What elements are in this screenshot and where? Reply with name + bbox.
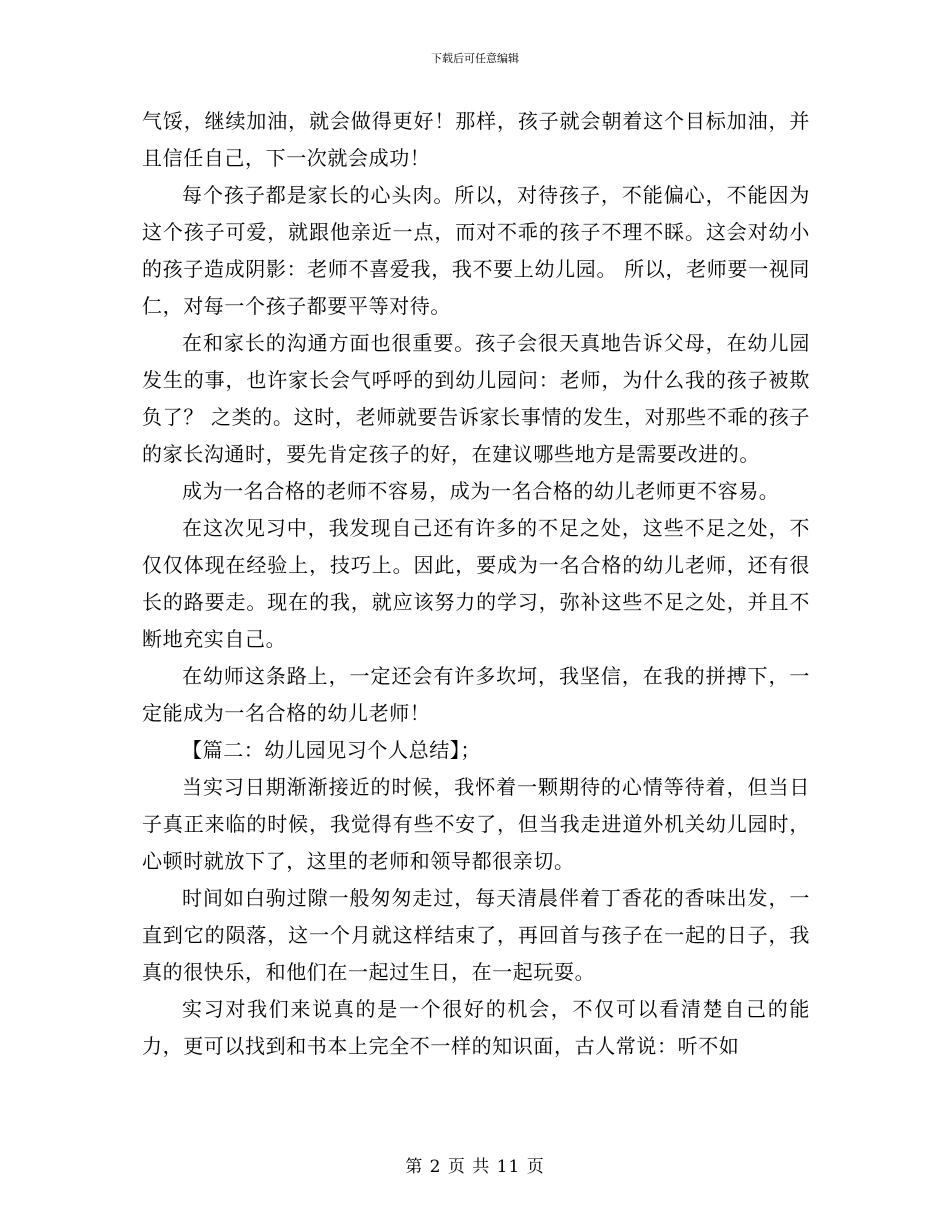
- paragraph-continuation: 气馁，继续加油，就会做得更好！那样，孩子就会朝着这个目标加油，并且信任自己，下一次就会成功！: [142, 109, 810, 170]
- page-header: 下载后可任意编辑: [431, 52, 519, 65]
- document-body: [142, 103, 810, 1065]
- paragraph: 时间如白驹过隙一般匆匆走过，每天清晨伴着丁香花的香味出发，一直到它的陨落，这一个月就这样结束了，再回首与孩子在一起的日子，我真的很快乐，和他们在一起过生日，在一起玩耍。: [142, 886, 810, 984]
- paragraph: 当实习日期渐渐接近的时候，我怀着一颗期待的心情等待着，但当日子真正来临的时候，我觉得有些不安了，但当我走进道外机关幼儿园时，心顿时就放下了，这里的老师和领导都很亲切。: [142, 775, 810, 873]
- section-heading: 【篇二：幼儿园见习个人总结】；: [182, 738, 481, 762]
- page-number-footer: 第 2 页 共 11 页: [405, 1157, 545, 1177]
- paragraph: 成为一名合格的老师不容易，成为一名合格的幼儿老师更不容易。: [182, 479, 780, 503]
- paragraph: 在和家长的沟通方面也很重要。孩子会很天真地告诉父母，在幼儿园发生的事，也许家长会气呼呼的到幼儿园问：老师，为什么我的孩子被欺负了？ 之类的。这时，老师就要告诉家长事情的发生，对那些不乖的孩子的家长沟通时，要先肯定孩子的好，在建议哪些地方是需要改进的。: [142, 331, 810, 466]
- paragraph: 在这次见习中，我发现自己还有许多的不足之处，这些不足之处，不仅仅体现在经验上，技巧上。因此，要成为一名合格的幼儿老师，还有很长的路要走。现在的我，就应该努力的学习，弥补这些不足之处，并且不断地充实自己。: [142, 516, 810, 651]
- paragraph: 实习对我们来说真的是一个很好的机会，不仅可以看清楚自己的能力，更可以找到和书本上完全不一样的知识面，古人常说：听不如: [142, 997, 810, 1058]
- paragraph: 在幼师这条路上，一定还会有许多坎坷，我坚信，在我的拼搏下，一定能成为一名合格的幼儿老师！: [142, 664, 810, 725]
- paragraph: 每个孩子都是家长的心头肉。所以，对待孩子，不能偏心，不能因为这个孩子可爱，就跟他亲近一点，而对不乖的孩子不理不睬。这会对幼小的孩子造成阴影：老师不喜爱我，我不要上幼儿园。 所以，老师要一视同仁，对每一个孩子都要平等对待。: [142, 183, 810, 318]
